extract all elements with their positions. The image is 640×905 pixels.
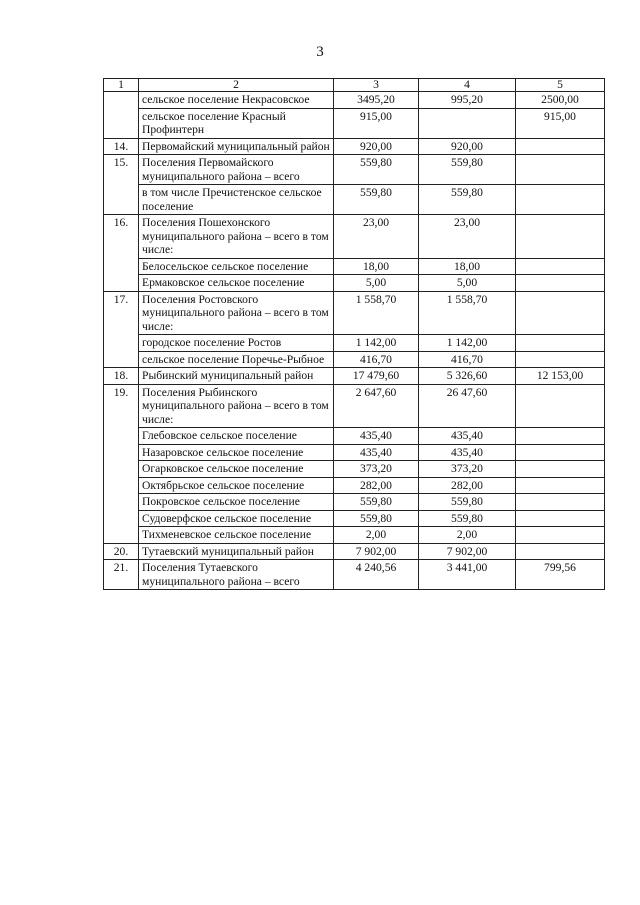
row-name: Поселения Первомайского муниципального района – всего xyxy=(139,155,334,185)
row-name: Тихменевское сельское поселение xyxy=(139,527,334,544)
table-row xyxy=(104,477,605,494)
row-number xyxy=(104,351,139,368)
row-value-3: 17 479,60 xyxy=(334,368,419,385)
row-value-4: 282,00 xyxy=(419,477,516,494)
table-row xyxy=(104,428,605,445)
row-name: Поселения Ростовского муниципального района – всего в том числе: xyxy=(139,291,334,335)
table-row xyxy=(104,335,605,352)
row-value-5 xyxy=(516,275,605,292)
row-name: Огарковское сельское поселение xyxy=(139,461,334,478)
table-row xyxy=(104,368,605,385)
row-value-5: 915,00 xyxy=(516,108,605,138)
row-number xyxy=(104,108,139,138)
row-name: Покровское сельское поселение xyxy=(139,494,334,511)
row-number: 15. xyxy=(104,155,139,185)
row-name: Судоверфское сельское поселение xyxy=(139,510,334,527)
row-number xyxy=(104,477,139,494)
row-name: Рыбинский муниципальный район xyxy=(139,368,334,385)
row-value-4: 2,00 xyxy=(419,527,516,544)
table-row xyxy=(104,215,605,259)
table-row xyxy=(104,185,605,215)
row-name: Поселения Тутаевского муниципального района – всего xyxy=(139,560,334,590)
row-value-3: 18,00 xyxy=(334,258,419,275)
row-value-5 xyxy=(516,138,605,155)
row-value-3: 1 142,00 xyxy=(334,335,419,352)
row-number xyxy=(104,258,139,275)
row-number xyxy=(104,494,139,511)
row-value-4: 23,00 xyxy=(419,215,516,259)
row-value-5 xyxy=(516,527,605,544)
row-value-3: 4 240,56 xyxy=(334,560,419,590)
row-value-5 xyxy=(516,215,605,259)
table-row xyxy=(104,155,605,185)
row-value-5 xyxy=(516,384,605,428)
row-value-4: 3 441,00 xyxy=(419,560,516,590)
row-value-3: 559,80 xyxy=(334,185,419,215)
row-value-5 xyxy=(516,494,605,511)
row-name: Глебовское сельское поселение xyxy=(139,428,334,445)
row-value-4: 435,40 xyxy=(419,428,516,445)
row-value-5: 2500,00 xyxy=(516,92,605,109)
row-value-4: 1 142,00 xyxy=(419,335,516,352)
row-value-4: 5 326,60 xyxy=(419,368,516,385)
row-value-3: 3495,20 xyxy=(334,92,419,109)
table-row xyxy=(104,351,605,368)
row-value-5 xyxy=(516,155,605,185)
row-value-4: 559,80 xyxy=(419,494,516,511)
row-value-3: 559,80 xyxy=(334,155,419,185)
row-value-5 xyxy=(516,444,605,461)
row-name: сельское поселение Некрасовское xyxy=(139,92,334,109)
row-value-5 xyxy=(516,258,605,275)
row-value-3: 7 902,00 xyxy=(334,543,419,560)
col-header: 5 xyxy=(516,79,605,92)
table-row xyxy=(104,494,605,511)
row-value-3: 920,00 xyxy=(334,138,419,155)
row-value-5 xyxy=(516,461,605,478)
row-number xyxy=(104,461,139,478)
row-value-3: 23,00 xyxy=(334,215,419,259)
allocation-table xyxy=(103,78,605,590)
row-value-3: 416,70 xyxy=(334,351,419,368)
row-number: 16. xyxy=(104,215,139,259)
row-value-3: 2 647,60 xyxy=(334,384,419,428)
row-number xyxy=(104,444,139,461)
col-header: 4 xyxy=(419,79,516,92)
col-header: 2 xyxy=(139,79,334,92)
table-row xyxy=(104,275,605,292)
row-value-4: 559,80 xyxy=(419,155,516,185)
page-number: 3 xyxy=(316,44,324,60)
row-value-3: 282,00 xyxy=(334,477,419,494)
col-header: 3 xyxy=(334,79,419,92)
row-value-4: 559,80 xyxy=(419,510,516,527)
row-number xyxy=(104,275,139,292)
row-value-4: 7 902,00 xyxy=(419,543,516,560)
row-number xyxy=(104,335,139,352)
row-value-4: 5,00 xyxy=(419,275,516,292)
row-value-4: 18,00 xyxy=(419,258,516,275)
table-row xyxy=(104,138,605,155)
row-value-5 xyxy=(516,351,605,368)
row-name: Первомайский муниципальный район xyxy=(139,138,334,155)
row-value-5: 12 153,00 xyxy=(516,368,605,385)
row-value-3: 915,00 xyxy=(334,108,419,138)
row-name: Белосельское сельское поселение xyxy=(139,258,334,275)
row-value-5 xyxy=(516,428,605,445)
row-value-4: 559,80 xyxy=(419,185,516,215)
row-name: сельское поселение Красный Профинтерн xyxy=(139,108,334,138)
row-name: Тутаевский муниципальный район xyxy=(139,543,334,560)
row-name: в том числе Пречистенское сельское поселение xyxy=(139,185,334,215)
row-number: 19. xyxy=(104,384,139,428)
row-value-3: 435,40 xyxy=(334,444,419,461)
row-value-4: 373,20 xyxy=(419,461,516,478)
row-name: Октябрьское сельское поселение xyxy=(139,477,334,494)
row-value-4 xyxy=(419,108,516,138)
row-value-4: 1 558,70 xyxy=(419,291,516,335)
row-name: Назаровское сельское поселение xyxy=(139,444,334,461)
table-row xyxy=(104,461,605,478)
row-value-3: 559,80 xyxy=(334,494,419,511)
table-row xyxy=(104,527,605,544)
row-value-4: 435,40 xyxy=(419,444,516,461)
row-value-3: 5,00 xyxy=(334,275,419,292)
row-name: городское поселение Ростов xyxy=(139,335,334,352)
row-number: 20. xyxy=(104,543,139,560)
table-header-row xyxy=(104,79,605,92)
row-value-5 xyxy=(516,291,605,335)
table-row xyxy=(104,291,605,335)
row-value-3: 559,80 xyxy=(334,510,419,527)
row-number xyxy=(104,185,139,215)
row-value-3: 2,00 xyxy=(334,527,419,544)
table-row xyxy=(104,510,605,527)
table-row xyxy=(104,560,605,590)
table-row xyxy=(104,108,605,138)
row-number xyxy=(104,92,139,109)
row-value-5 xyxy=(516,543,605,560)
row-number: 21. xyxy=(104,560,139,590)
row-name: Поселения Рыбинского муниципального района – всего в том числе: xyxy=(139,384,334,428)
table-row xyxy=(104,384,605,428)
row-name: сельское поселение Поречье-Рыбное xyxy=(139,351,334,368)
row-value-3: 435,40 xyxy=(334,428,419,445)
row-number xyxy=(104,527,139,544)
row-value-4: 920,00 xyxy=(419,138,516,155)
row-number: 18. xyxy=(104,368,139,385)
row-value-5 xyxy=(516,477,605,494)
row-value-4: 995,20 xyxy=(419,92,516,109)
row-number: 17. xyxy=(104,291,139,335)
row-value-5 xyxy=(516,510,605,527)
row-value-4: 416,70 xyxy=(419,351,516,368)
row-value-5 xyxy=(516,185,605,215)
row-name: Поселения Пошехонского муниципального района – всего в том числе: xyxy=(139,215,334,259)
table-row xyxy=(104,258,605,275)
row-number xyxy=(104,510,139,527)
row-value-5: 799,56 xyxy=(516,560,605,590)
row-value-3: 1 558,70 xyxy=(334,291,419,335)
col-header: 1 xyxy=(104,79,139,92)
row-number xyxy=(104,428,139,445)
row-number: 14. xyxy=(104,138,139,155)
row-name: Ермаковское сельское поселение xyxy=(139,275,334,292)
table-row xyxy=(104,543,605,560)
table-row xyxy=(104,92,605,109)
row-value-5 xyxy=(516,335,605,352)
row-value-3: 373,20 xyxy=(334,461,419,478)
row-value-4: 26 47,60 xyxy=(419,384,516,428)
table-row xyxy=(104,444,605,461)
